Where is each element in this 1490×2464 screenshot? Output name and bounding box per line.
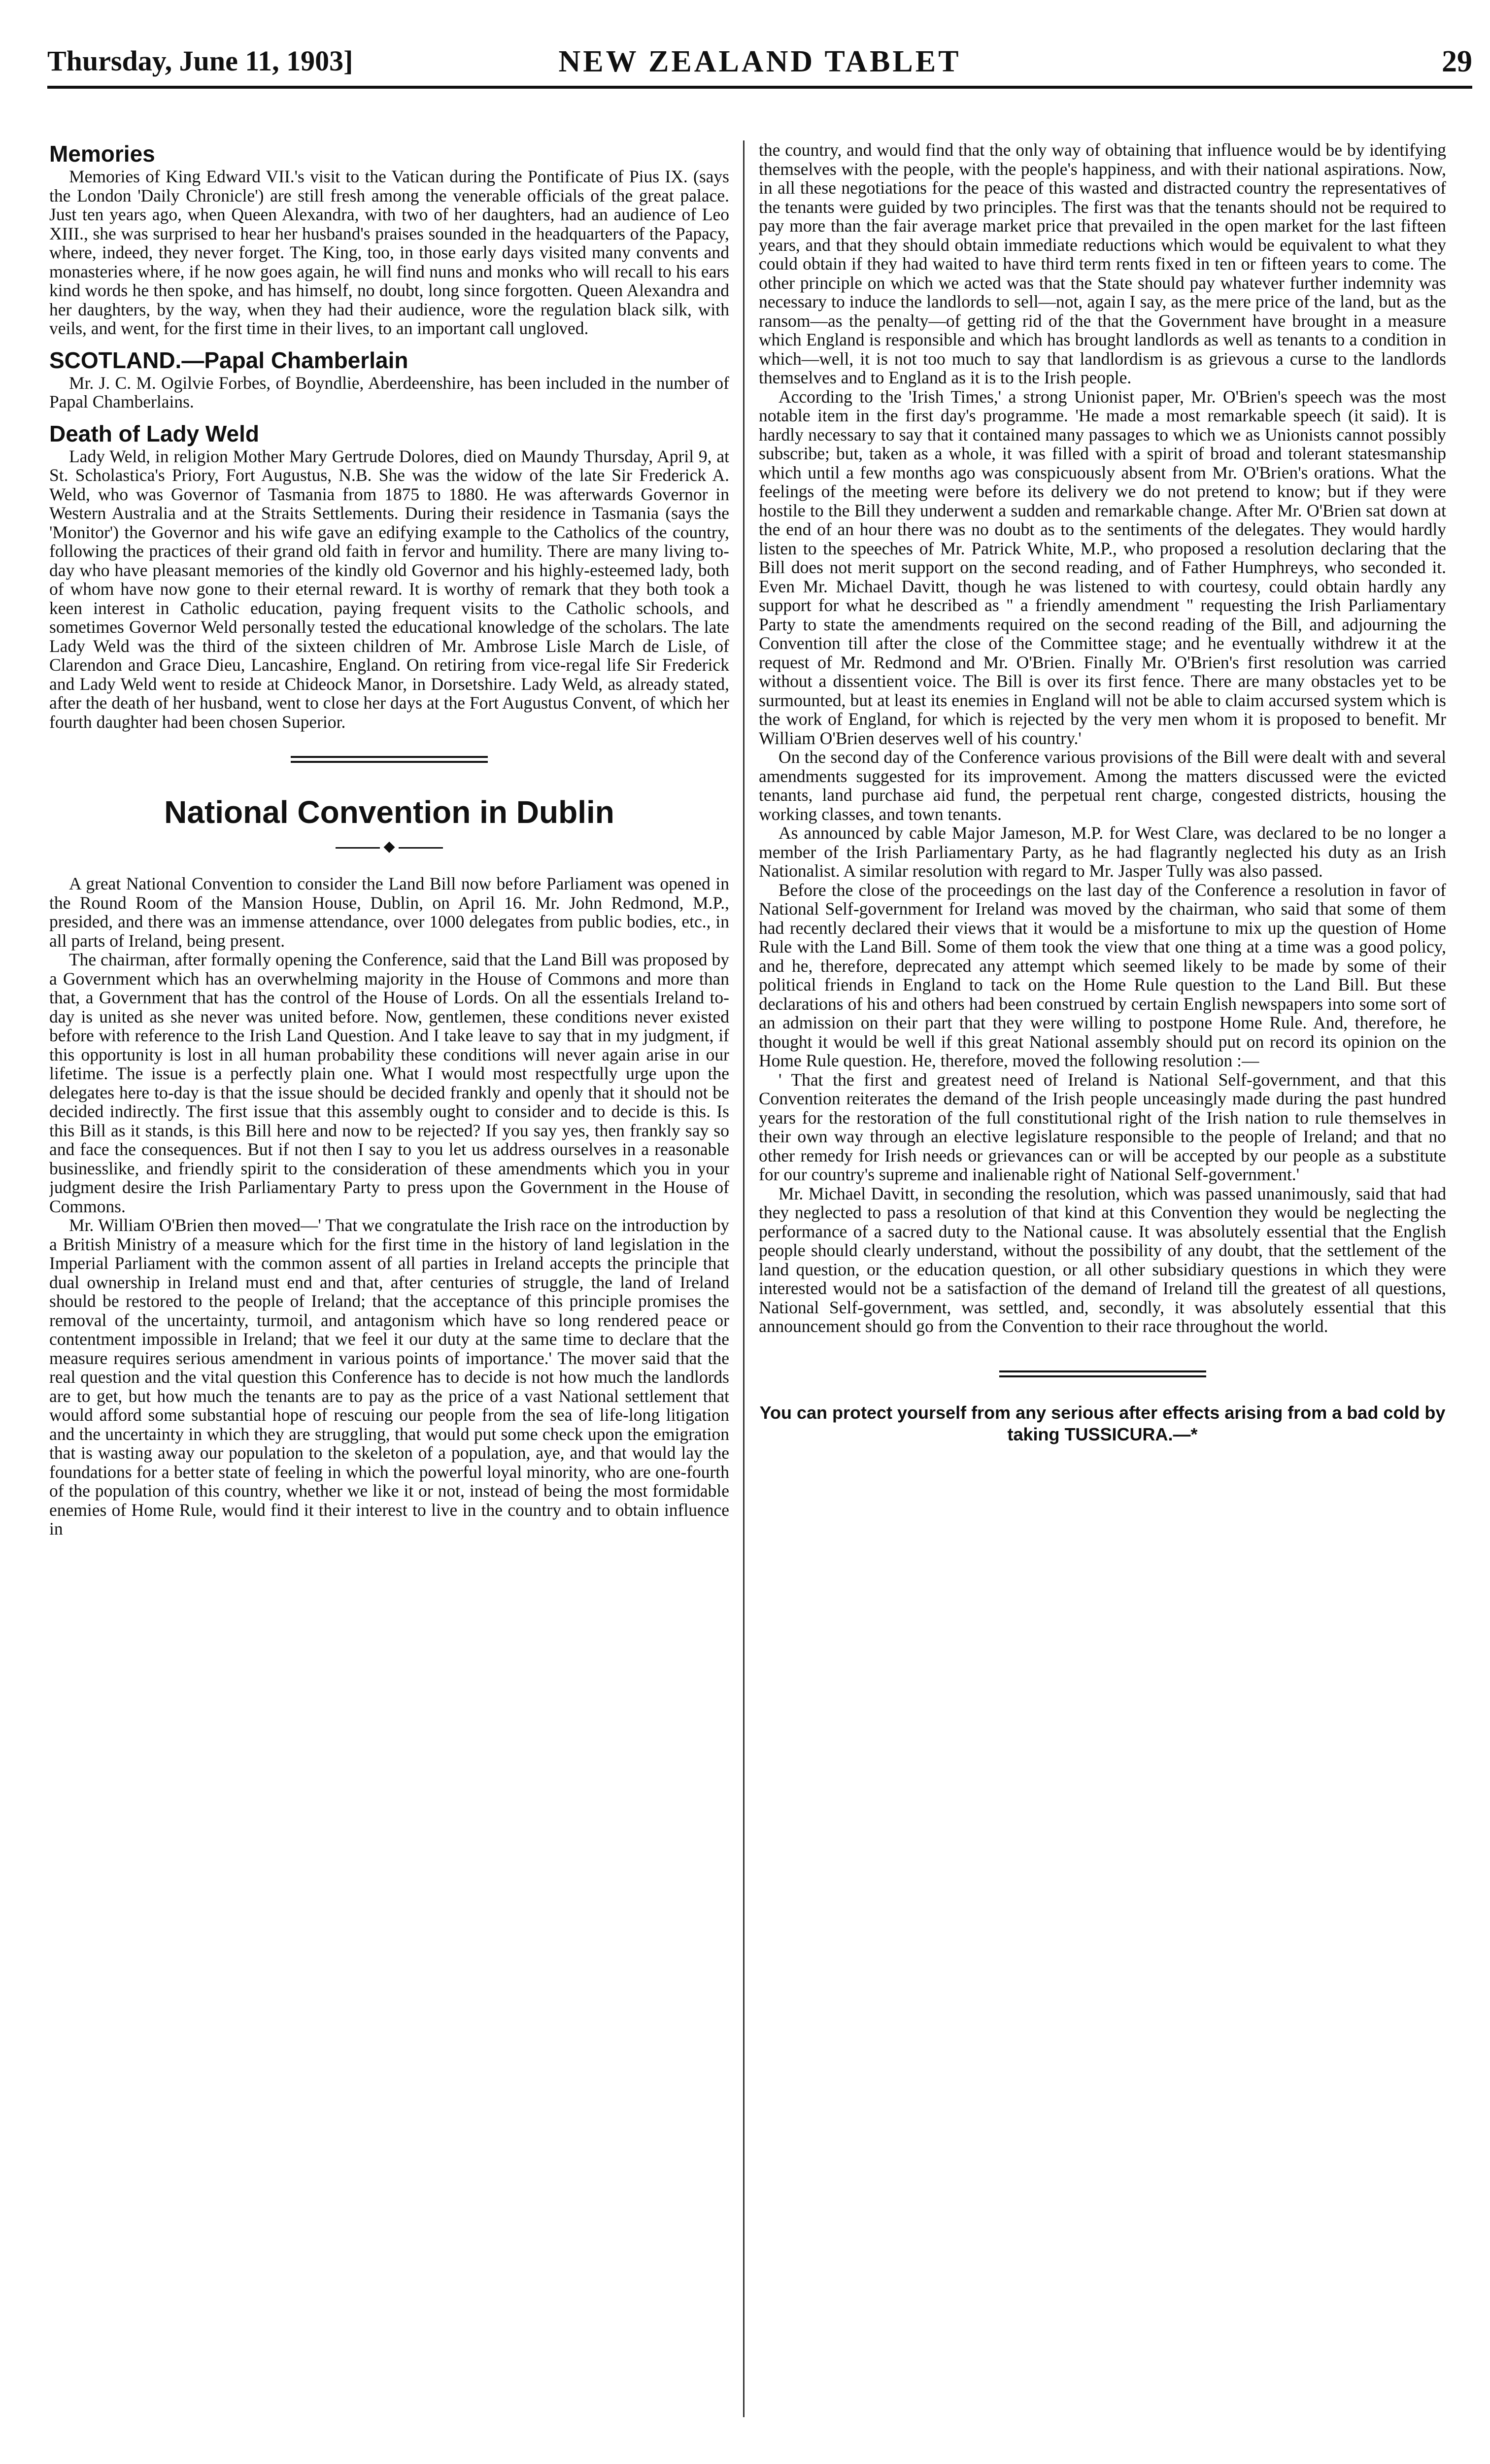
lady-weld-text: Lady Weld, in religion Mother Mary Gertrude Dolores, died on Maundy Thursday, April 9, at St. Scholastica's Priory, Fort Augustus, N.B. She was the widow of the late Sir Frederick A. Weld, who was Governor of Tasmania from 1875 to 1880. He was afterwards Governor in Western Australia and at the Straits Settlements. During their residence in Tasmania (says the 'Monitor') the Governor and his wife gave an edifying example to the Catholics of the country, following the practices of their grand old faith in fervor and humility. There are many living to-day who have pleasant memories of the kindly old Governor and his highly-esteemed lady, both of whom have now gone to their eternal reward. It is worthy of remark that they both took a keen interest in Catholic education, paying frequent visits to the Catholic schools, and sometimes Governor Weld personally tested the educational knowledge of the scholars. The late Lady Weld was the third of the sixteen children of Mr. Ambrose Lisle March de Lisle, of Clarendon and Grace Dieu, Lancashire, England. On retiring from vice-regal life Sir Frederick and Lady Weld went to reside at Chideock Manor, in Dorsetshire. Lady Weld, as already stated, after the death of her husband, went to close her days at the Fort Augustus Convent, of which her fourth daughter had been chosen Superior. — [49, 446, 729, 732]
scotland-heading: SCOTLAND.—Papal Chamberlain — [49, 347, 408, 373]
convention-continued-paragraph: the country, and would find that the only way of obtaining that influence would be by identifying themselves with the people, with the people's happiness, and with their national aspirations. Now, in all these negotiations for the peace of this wasted and distracted country the representatives of the tenants were guided by two principles. The first was that the tenants should not be required to pay more than the fair average market price that prevailed in the open market for the last fifteen years, and that they should obtain immediate reductions which would be equivalent to what they could obtain if they had waited to have third term rents fixed in ten or fifteen years to come. The other principle on which we acted was that the State should pay whatever further indemnity was necessary to induce the landlords to sell—not, again I say, as the mere price of the land, but as the ransom—as the penalty—of getting rid of the that the Government have brought in a measure which England is responsible and which has brought landlords as well as tenants to a condition in which—well, it is not too much to say that landlordism is as grievous a curse to the landlords themselves and to England as it is to the Irish people. — [759, 140, 1446, 387]
scotland-text: Mr. J. C. M. Ogilvie Forbes, of Boyndlie, Aberdeenshire, has been included in the number of Papal Chamberlains. — [49, 373, 729, 411]
convention-continued-paragraph: According to the 'Irish Times,' a strong Unionist paper, Mr. O'Brien's speech was the most notable item in the first day's programme. 'He made a most remarkable speech (it said). It is hardly necessary to say that it contained many passages to which we as Unionists cannot possibly subscribe; but, taken as a whole, it was filled with a spirit of broad and tolerant statesmanship which until a few months ago was conspicuously absent from Mr. O'Brien's orations. What the feelings of the meeting were before its delivery we do not pretend to know; but if they were hostile to the Bill they underwent a sudden and remarkable change. After Mr. O'Brien sat down at the end of an hour there was no doubt as to the sentiments of the delegates. They would hardly listen to the speeches of Mr. Patrick White, M.P., who proposed a resolution declaring that the Bill does not merit support on the second reading, and of Father Humphreys, who seconded it. Even Mr. Michael Davitt, though he was listened to with courtesy, could obtain hardly any support for what he described as " a friendly amendment " requesting the Irish Parliamentary Party to state the amendments required on the second reading of the Bill, and adjourning the Convention till after the close of the Committee stage; and he eventually withdrew it at the request of Mr. Redmond and Mr. O'Brien. Finally Mr. O'Brien's first resolution was carried without a dissentient voice. The Bill is over its first fence. There are many obstacles yet to be surmounted, but at least its enemies in England will not be able to claim accursed system which is the work of England, for which is rejected by the very men whom it is proposed to benefit. Mr William O'Brien deserves well of his country.' — [759, 386, 1446, 748]
memories-heading: Memories — [49, 141, 155, 167]
convention-continued-paragraph: ' That the first and greatest need of Ireland is National Self-government, and that this Convention reiterates the demand of the Irish people unceasingly made during the past hundred years for the restoration of the full constitutional right of the Irish nation to rule themselves in their own way through an elective legislature responsible to the people of Ireland; and that no other remedy for Irish needs or grievances can or will be accepted by our people as a substitute for our country's supreme and inalienable right of National Self-government.' — [759, 1069, 1446, 1184]
left-column — [49, 140, 729, 2420]
convention-paragraph: A great National Convention to consider the Land Bill now before Parliament was opened in the Round Room of the Mansion House, Dublin, on April 16. Mr. John Redmond, M.P., presided, and there was an immense attendance, over 1000 delegates from public bodies, etc., in all parts of Ireland, being present. — [49, 874, 729, 951]
title-ornament — [49, 837, 729, 856]
memories-text: Memories of King Edward VII.'s visit to the Vatican during the Pontificate of Pius IX. (says the London 'Daily Chronicle') are still fresh among the venerable officials of the great palace. Just ten years ago, when Queen Alexandra, with two of her daughters, had an audience of Leo XIII., she was surprised to hear her husband's praises sounded in the headquarters of the Papacy, where, indeed, they never forget. The King, too, in those early days visited many convents and monasteries where, if he now goes again, he will find nuns and monks who will recall to his ears kind words he then spoke, and has himself, no doubt, long since forgotten. Queen Alexandra and her daughters, by the way, when they had their audience, wore the regulation black silk, with veils, and went, for the first time in their lives, to an important call ungloved. — [49, 167, 729, 338]
lady-weld-heading: Death of Lady Weld — [49, 420, 259, 446]
column-divider — [743, 140, 745, 2417]
convention-continued-paragraph: On the second day of the Conference various provisions of the Bill were dealt with and several amendments suggested for its improvement. Among the matters discussed were the evicted tenants, land purchase aid fund, the perpetual rent charge, congested districts, housing the working classes, and town tenants. — [759, 747, 1446, 824]
diamond-ornament-icon: ◆ — [383, 838, 395, 855]
advert-separator — [999, 1370, 1206, 1377]
right-column — [759, 140, 1446, 2420]
convention-paragraph: Mr. William O'Brien then moved—' That we congratulate the Irish race on the introduction by a British Ministry of a measure which for the first time in the history of land legislation in the Imperial Parliament with the common assent of all parties in Ireland accepts the principle that dual ownership in Ireland must end and that, after centuries of struggle, the land of Ireland should be restored to the people of Ireland; that the acceptance of this principle promises the removal of the uncertainty, turmoil, and antagonism which have so long rendered peace or contentment impossible in Ireland; that we feel it our duty at the same time to declare that the measure requires serious amendment in various points of importance.' The mover said that the real question and the vital question this Conference has to decide is not how much the landlords are to get, but how much the tenants are to pay as the price of a vast National settlement that would afford some substantial hope of rescuing our people from the sea of life-long litigation and the uncertainty in which they are struggling, that would put some check upon the emigration that is wasting away our population to the skeleton of a population, aye, and that would lay the foundations for a better state of feeling in which the powerful loyal minority, who are one-fourth of the population of this country, whether we like it or not, instead of being the most formidable enemies of Home Rule, would find it their interest to live in the country and to obtain influence in — [49, 1215, 729, 1539]
convention-paragraph: The chairman, after formally opening the Conference, said that the Land Bill was proposed by a Government which has an overwhelming majority in the House of Commons and more than that, a Government that has the control of the House of Lords. On all the essentials Ireland to-day is united as she never was united before. Now, gentlemen, these conditions never existed before with reference to the Irish Land Question. And I take leave to say that in my judgment, if this opportunity is lost in all human probability these conditions will never again arise in our lifetime. The issue is a perfectly plain one. What I would most respectfully urge upon the delegates here to-day is that the issue should be decided frankly and openly that it should not be decided indirectly. The first issue that this assembly ought to consider and to decide is this. Is this Bill as it stands, is this Bill here and now to be rejected? If you say yes, then frankly say so and face the consequences. But if not then I say to you let us address ourselves in a reasonable businesslike, and friendly spirit to the consideration of these amendments which you in your judgment desire the Irish Parliamentary Party to press upon the Government in the House of Commons. — [49, 950, 729, 1216]
masthead — [47, 39, 1472, 89]
masthead-rule — [47, 86, 1472, 89]
publication-title: NEW ZEALAND TABLET — [558, 45, 961, 78]
convention-title: National Convention in Dublin — [164, 794, 614, 830]
tussicura-advert: You can protect yourself from any serious after effects arising from a bad cold by taking TUSSICURA.—* — [759, 1402, 1446, 1444]
article-separator — [291, 756, 488, 763]
issue-date: Thursday, June 11, 1903] — [47, 45, 353, 77]
convention-continued-paragraph: Mr. Michael Davitt, in seconding the resolution, which was passed unanimously, said that had they neglected to pass a resolution of that kind at this Convention they would be neglecting the performance of a sacred duty to the National cause. It was absolutely essential that the English people should clearly understand, without the possibility of any doubt, that the settlement of the land question, or the education question, or all other subsidiary questions in which they were interested would not be a satisfaction of the demand of Ireland till the greatest of all questions, National Self-government, was settled, and, secondly, it was absolutely essential that this announcement should go from the Convention to their race throughout the world. — [759, 1183, 1446, 1336]
convention-continued-paragraph: Before the close of the proceedings on the last day of the Conference a resolution in favor of National Self-government for Ireland was moved by the chairman, who said that some of them had recently declared their views that it would be a misfortune to mix up the question of Home Rule with the Land Bill. Some of them took the view that one thing at a time was a good policy, and he, therefore, deprecated any attempt which seemed likely to be made by some of their political friends in England to tack on the Home Rule question to the Land Bill. But these declarations of his and others had been construed by certain English newspapers into some sort of an admission on their part that they were willing to postpone Home Rule. And, therefore, he thought it would be well if this great National assembly should put on record its opinion on the Home Rule question. He, therefore, moved the following resolution :— — [759, 880, 1446, 1070]
page-number: 29 — [1442, 45, 1472, 78]
convention-continued-paragraph: As announced by cable Major Jameson, M.P. for West Clare, was declared to be no longer a member of the Irish Parliamentary Party, as he had flagrantly neglected his duty as an Irish Nationalist. A similar resolution with regard to Mr. Jasper Tully was also passed. — [759, 823, 1446, 881]
